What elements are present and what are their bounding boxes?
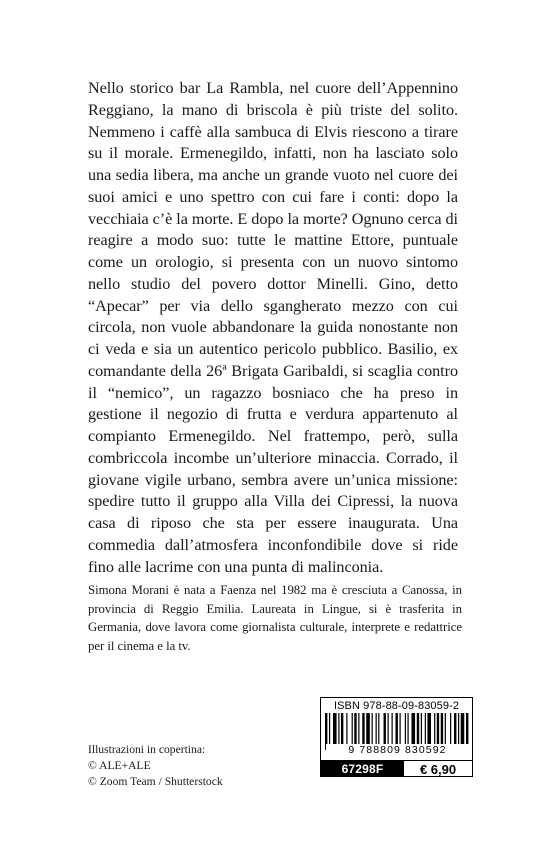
barcode-box [320,697,473,777]
author-bio: Simona Morani è nata a Faenza nel 1982 ma è cresciuta a Canossa, in provincia di Reggio Emilia. Laureata in Lingue, si è trasferita in Germania, dove lavora come giornalista culturale, interprete e redattrice per il cinema e la tv. [88,583,462,653]
product-code: 67298F [321,761,404,777]
synopsis-text [88,78,458,578]
isbn-number: ISBN 978-88-09-83059-2 [333,700,460,712]
credits-line-2: © ALE+ALE [88,758,151,772]
synopsis-paragraph: Nello storico bar La Rambla, nel cuore dell’Appennino Reggiano, la mano di briscola è più triste del solito. Nemmeno i caffè alla sambuca di Elvis riescono a tirare su il morale. Ermenegildo, infatti, non ha lasciato solo una sedia libera, ma anche un grande vuoto nel cuore dei suoi amici e uno spettro con cui fare i conti: dopo la vecchiaia c’è la morte. E dopo la morte? Ognuno cerca di reagire a modo suo: tutte le mattine Ettore, puntuale come un orologio, si presenta con un nuovo sintomo nello studio del povero dottor Minelli. Gino, detto “Apecar” per via dello sgangherato mezzo con cui circola, non vuole abbandonare la guida nonostante non ci veda e sia un autentico pericolo pubblico. Basilio, ex comandante della 26ª Brigata Garibaldi, si scaglia contro il “nemico”, un ragazzo bosniaco che ha preso in gestione il negozio di frutta e verdura appartenuto al compianto Ermenegildo. Nel frattempo, però, sulla combriccola incombe un’ulteriore minaccia. Corrado, il giovane vigile urbano, sembra avere un’unica missione: spedire tutto il gruppo alla Villa dei Cipressi, la nuova casa di riposo che sta per essere inaugurata. Una commedia dall’atmosfera inconfondibile dove si ride fino alle lacrime con una punta di malinconia. [88,79,458,576]
price-label: € 6,90 [419,761,457,777]
barcode-digits: 9 788809 830592 [326,744,469,758]
price-row [321,760,472,777]
cover-credits [88,742,308,789]
credits-line-1: Illustrazioni in copertina: [88,743,206,756]
credits-line-3: © Zoom Team / Shutterstock [88,774,223,788]
